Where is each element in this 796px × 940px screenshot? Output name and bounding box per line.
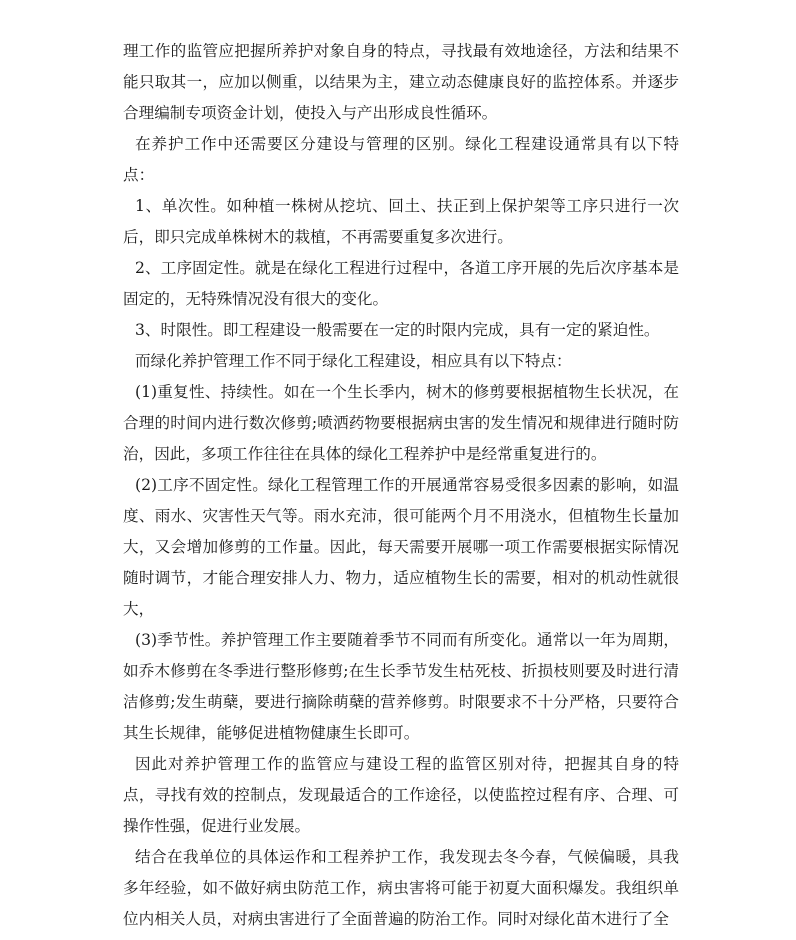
paragraph-feature-3-seasonal: (3)季节性。养护管理工作主要随着季节不同而有所变化。通常以一年为周期，如乔木修剪在冬季进行整形修剪;在生长季节发生枯死枝、折损枝则要及时进行清洁修剪;发生萌蘖，要进行摘除萌蘖的营养修剪。时限要求不十分严格，只要符合其生长规律，能够促进植物健康生长即可。 — [123, 631, 679, 742]
paragraph-maintenance-features-intro: 而绿化养护管理工作不同于绿化工程建设，相应具有以下特点： — [135, 352, 572, 370]
paragraph-item-3-time-limit: 3、时限性。即工程建设一般需要在一定的时限内完成，具有一定的紧迫性。 — [135, 321, 660, 339]
paragraph-item-1-one-time: 1、单次性。如种植一株树从挖坑、回土、扶正到上保护架等工序只进行一次后，即只完成单株树木的栽植，不再需要重复多次进行。 — [123, 197, 679, 246]
paragraph-supervision-conclusion: 因此对养护管理工作的监管应与建设工程的监管区别对待，把握其自身的特点，寻找有效的控制点，发现最适合的工作途径，以使监控过程有序、合理、可操作性强，促进行业发展。 — [123, 755, 679, 835]
paragraph-item-2-fixed-process: 2、工序固定性。就是在绿化工程进行过程中，各道工序开展的先后次序基本是固定的，无特殊情况没有很大的变化。 — [123, 259, 679, 308]
paragraph-continued-intro: 理工作的监管应把握所养护对象自身的特点，寻找最有效地途径，方法和结果不能只取其一，应加以侧重，以结果为主，建立动态健康良好的监控体系。并逐步合理编制专项资金计划，使投入与产出形成良性循环。 — [123, 42, 679, 122]
paragraph-feature-2-variable-process: (2)工序不固定性。绿化工程管理工作的开展通常容易受很多因素的影响，如温度、雨水、灾害性天气等。雨水充沛，很可能两个月不用浇水，但植物生长量加大，又会增加修剪的工作量。因此，每天需要开展哪一项工作需要根据实际情况随时调节，才能合理安排人力、物力，适应植物生长的需要，相对的机动性就很大， — [123, 476, 679, 618]
paragraph-feature-1-repetitive: (1)重复性、持续性。如在一个生长季内，树木的修剪要根据植物生长状况，在合理的时间内进行数次修剪;喷洒药物要根据病虫害的发生情况和规律进行随时防治，因此，多项工作往往在具体的绿化工程养护中是经常重复进行的。 — [123, 383, 679, 463]
document-page — [123, 36, 679, 935]
paragraph-pest-control: 结合在我单位的具体运作和工程养护工作，我发现去冬今春，气候偏暖，具我多年经验，如不做好病虫防范工作，病虫害将可能于初夏大面积爆发。我组织单位内相关人员，对病虫害进行了全面普遍的防治工作。同时对绿化苗木进行了全 — [123, 848, 679, 928]
paragraph-construction-vs-management: 在养护工作中还需要区分建设与管理的区别。绿化工程建设通常具有以下特点： — [123, 135, 679, 184]
